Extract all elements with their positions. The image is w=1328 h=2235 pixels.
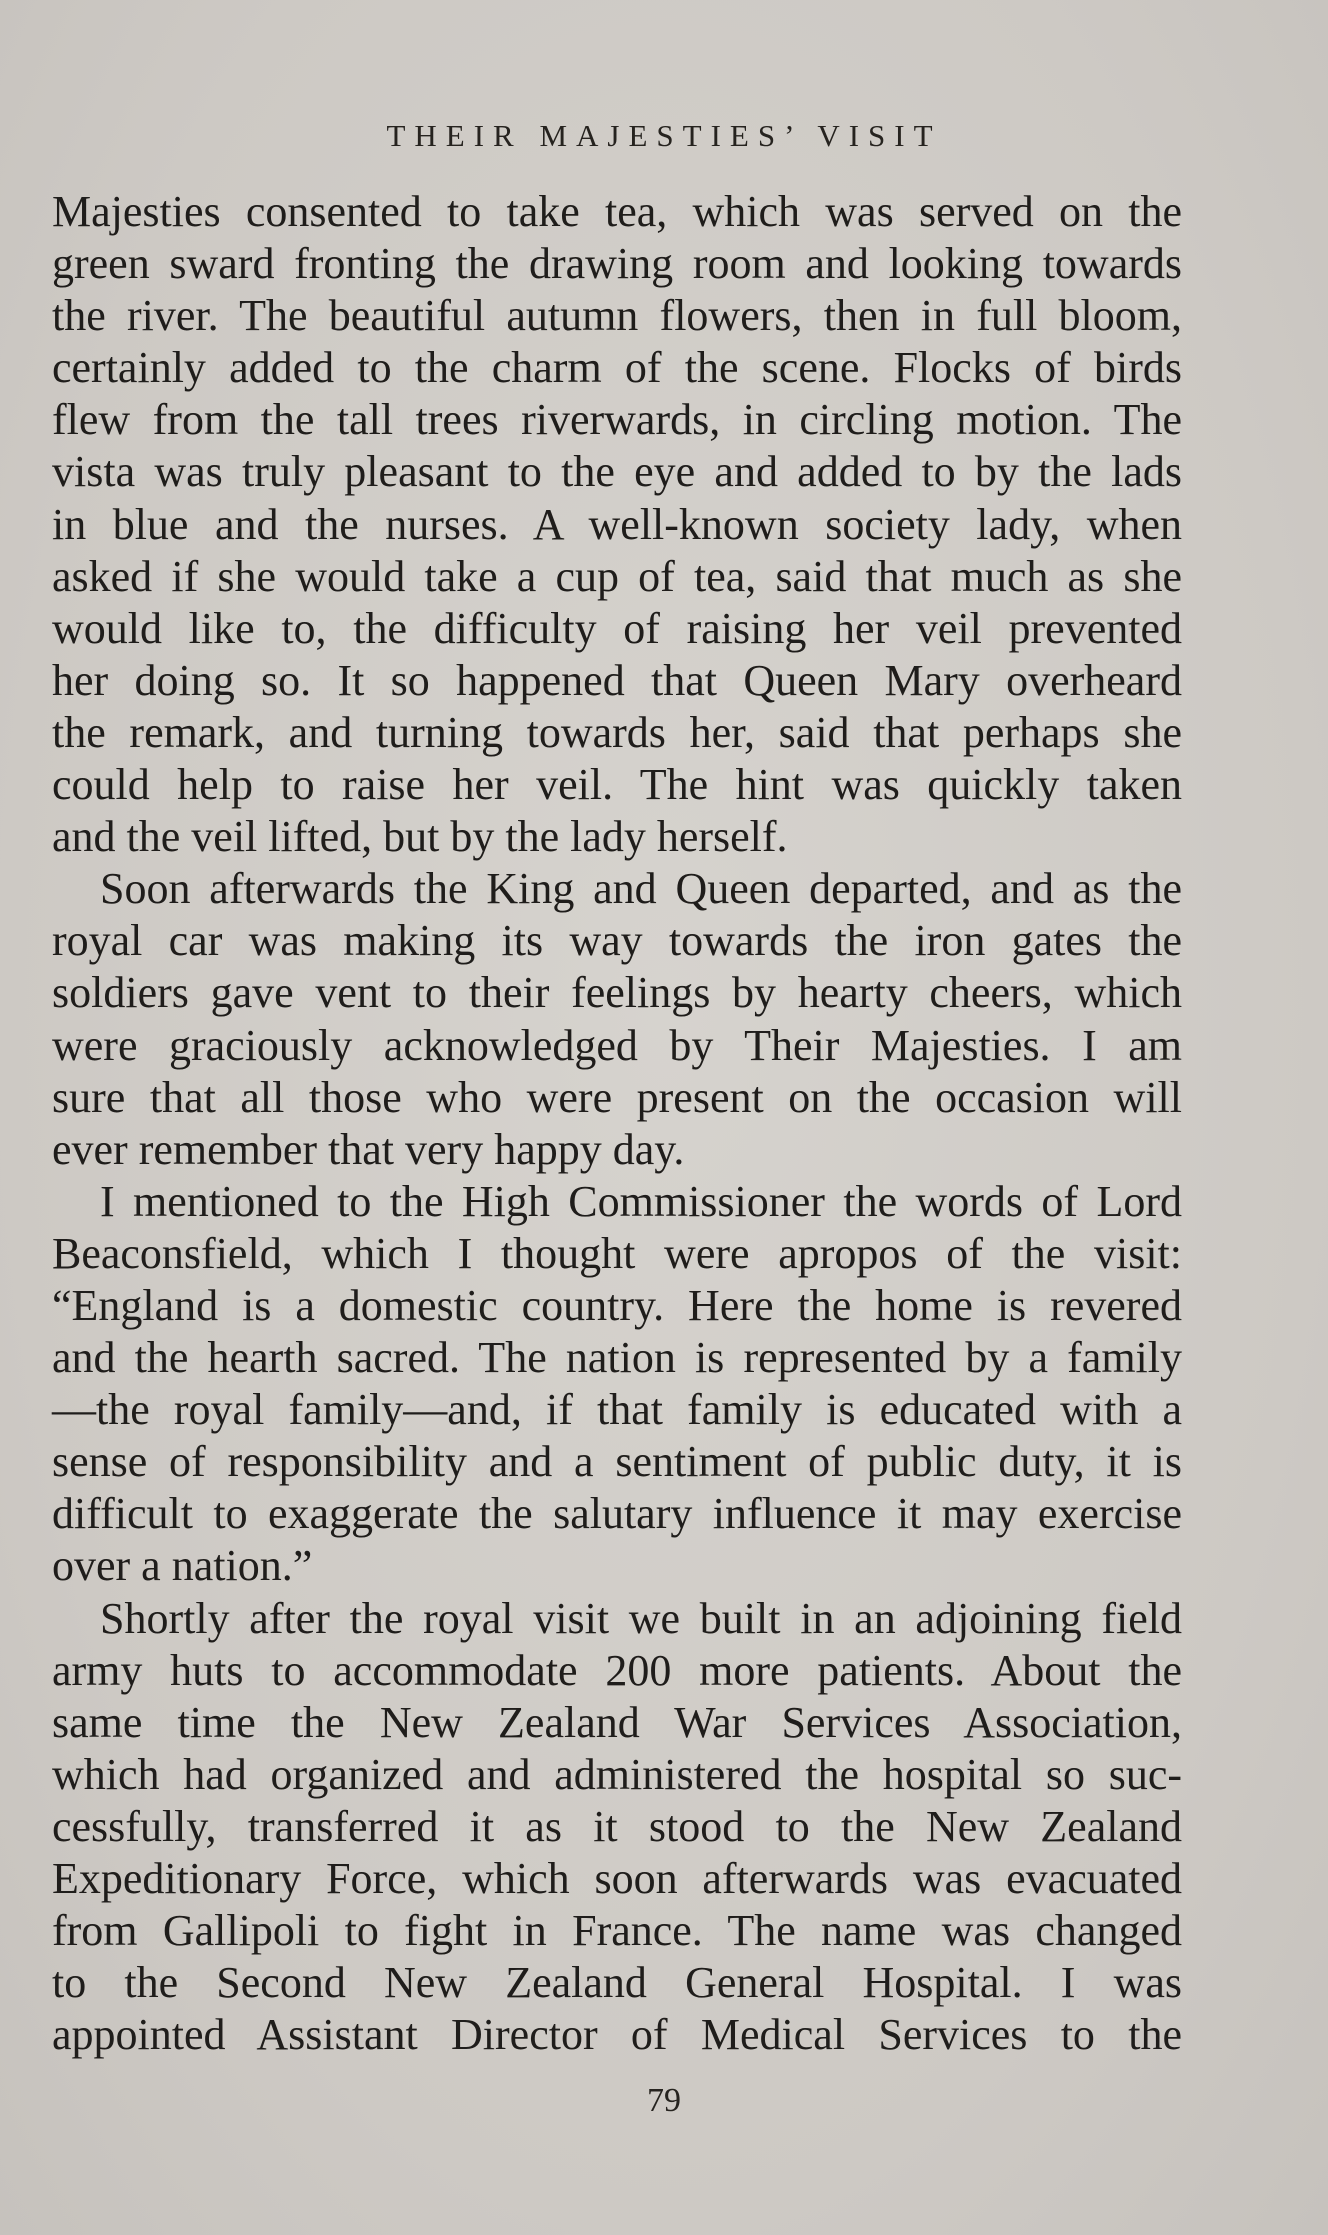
body-text [52, 186, 1182, 2061]
text-line: to the Second New Zealand General Hospital. I was [52, 1958, 1182, 2008]
text-line: the remark, and turning towards her, said that perhaps she [52, 707, 1182, 757]
text-line: Beaconsfield, which I thought were apropos of the visit: [52, 1228, 1182, 1278]
text-line: in blue and the nurses. A well-known society lady, when [52, 499, 1182, 549]
paragraph-start-line: I mentioned to the High Commissioner the words of Lord [100, 1176, 1182, 1226]
text-line: would like to, the difficulty of raising her veil prevented [52, 603, 1182, 653]
text-line: —the royal family—and, if that family is educated with a [52, 1385, 1182, 1435]
paragraph-end-line: ever remember that very happy day. [52, 1124, 685, 1174]
text-line: cessfully, transferred it as it stood to the New Zealand [52, 1801, 1182, 1851]
paragraph-start-line: Soon afterwards the King and Queen departed, and as the [100, 864, 1182, 914]
paragraph-end-line: and the veil lifted, but by the lady herself. [52, 812, 788, 862]
text-line: sure that all those who were present on the occasion will [52, 1072, 1182, 1122]
page-number: 79 [647, 2082, 681, 2119]
text-line: Expeditionary Force, which soon afterwards was evacuated [52, 1854, 1182, 1903]
text-line: Majesties consented to take tea, which was served on the [52, 187, 1182, 236]
text-line: royal car was making its way towards the iron gates the [52, 916, 1182, 966]
text-line: and the hearth sacred. The nation is represented by a family [52, 1333, 1182, 1383]
text-line: same time the New Zealand War Services Association, [52, 1697, 1182, 1747]
text-line: her doing so. It so happened that Queen Mary overheard [52, 655, 1182, 705]
text-line: asked if she would take a cup of tea, said that much as she [52, 551, 1182, 601]
text-line: “England is a domestic country. Here the home is revered [52, 1280, 1182, 1330]
running-head: THEIR MAJESTIES’ VISIT [386, 118, 942, 153]
text-line: certainly added to the charm of the scene. Flocks of birds [52, 343, 1182, 393]
text-line: army huts to accommodate 200 more patients. About the [52, 1645, 1182, 1695]
text-line: sense of responsibility and a sentiment of public duty, it is [52, 1437, 1182, 1487]
text-line: the river. The beautiful autumn flowers, then in full bloom, [52, 291, 1182, 341]
text-line: could help to raise her veil. The hint was quickly taken [52, 760, 1182, 810]
text-line: difficult to exaggerate the salutary influence it may exercise [52, 1489, 1182, 1539]
text-line: flew from the tall trees riverwards, in circling motion. The [52, 395, 1182, 445]
text-line: which had organized and administered the hospital so suc- [52, 1749, 1182, 1799]
text-line: from Gallipoli to fight in France. The name was changed [52, 1906, 1182, 1956]
text-line: vista was truly pleasant to the eye and added to by the lads [52, 447, 1182, 497]
text-line: appointed Assistant Director of Medical Services to the [52, 2010, 1182, 2060]
text-line: were graciously acknowledged by Their Majesties. I am [52, 1020, 1182, 1070]
paragraph-end-line: over a nation.” [52, 1541, 313, 1591]
text-line: green sward fronting the drawing room and looking towards [52, 239, 1182, 289]
text-line: soldiers gave vent to their feelings by hearty cheers, which [52, 968, 1182, 1018]
paragraph-start-line: Shortly after the royal visit we built in an adjoining field [100, 1593, 1182, 1643]
